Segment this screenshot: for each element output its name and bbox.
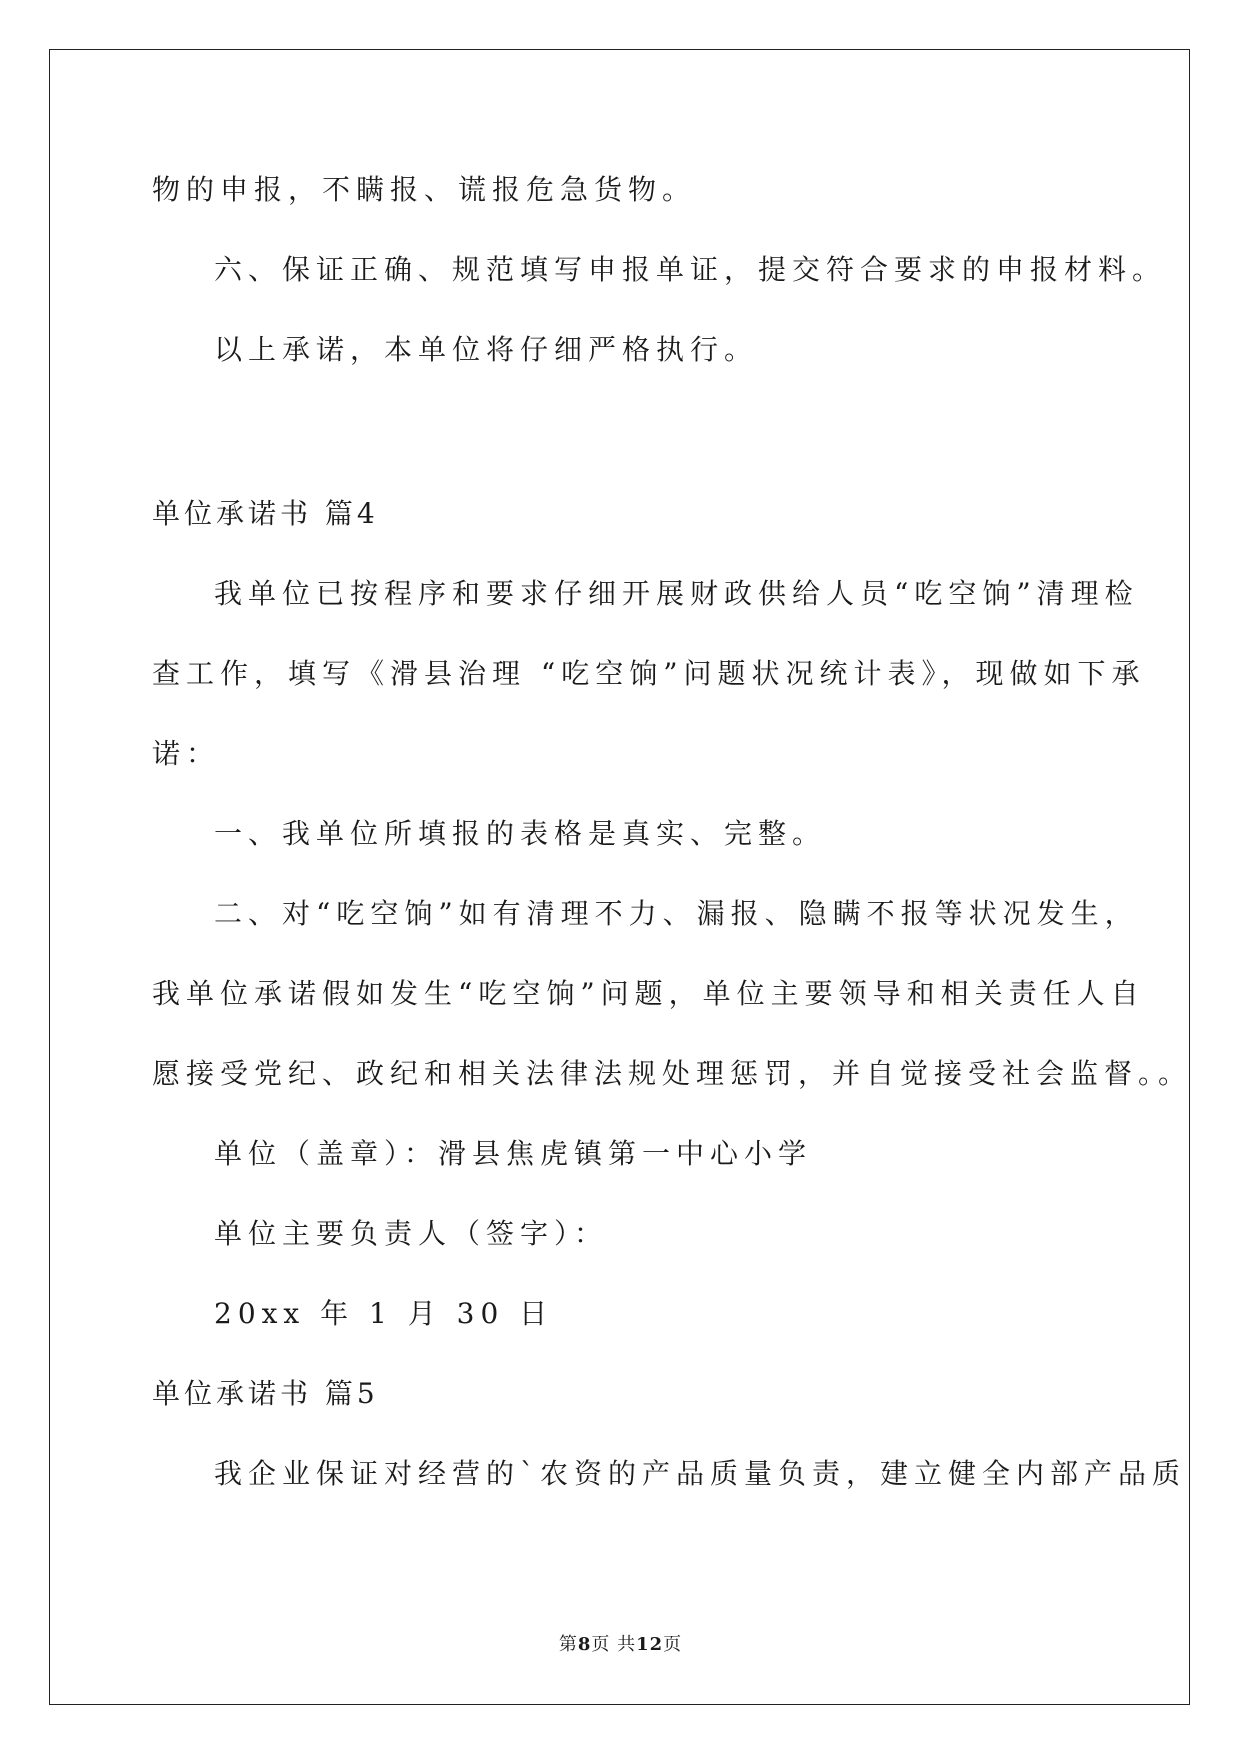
paragraph-line: 二、对“吃空饷”如有清理不力、漏报、隐瞒不报等状况发生，	[214, 897, 1139, 930]
page-total: 12	[636, 1634, 664, 1655]
paragraph-line: 我单位承诺假如发生“吃空饷”问题，单位主要领导和相关责任人自	[152, 977, 1145, 1010]
footer-suffix: 页	[663, 1634, 683, 1655]
paragraph-line: 查工作，填写《滑县治理 “吃空饷”问题状况统计表》，现做如下承	[152, 657, 1146, 690]
paragraph-line: 我单位已按程序和要求仔细开展财政供给人员“吃空饷”清理检	[214, 577, 1139, 610]
paragraph-line: 物的申报，不瞒报、谎报危急货物。	[152, 173, 697, 206]
paragraph-line: 愿接受党纪、政纪和相关法律法规处理惩罚，并自觉接受社会监督。。	[152, 1057, 1193, 1090]
section-heading: 单位承诺书 篇5	[152, 1377, 379, 1410]
section-heading: 单位承诺书 篇4	[152, 497, 379, 530]
page-current: 8	[577, 1634, 592, 1655]
signature-date: 20xx 年 1 月 30 日	[214, 1297, 554, 1330]
page-footer	[0, 1630, 1241, 1656]
paragraph-line: 一、我单位所填报的表格是真实、完整。	[214, 817, 827, 850]
signature-person: 单位主要负责人（签字）：	[214, 1217, 609, 1250]
paragraph-line: 六、保证正确、规范填写申报单证，提交符合要求的申报材料。	[214, 253, 1167, 286]
paragraph-line: 以上承诺，本单位将仔细严格执行。	[214, 333, 759, 366]
footer-prefix: 第	[558, 1634, 578, 1655]
footer-mid: 页 共	[591, 1634, 637, 1655]
signature-unit: 单位（盖章）：滑县焦虎镇第一中心小学	[214, 1137, 813, 1170]
paragraph-line: 诺：	[152, 737, 221, 770]
paragraph-line: 我企业保证对经营的`农资的产品质量负责，建立健全内部产品质	[214, 1457, 1187, 1490]
